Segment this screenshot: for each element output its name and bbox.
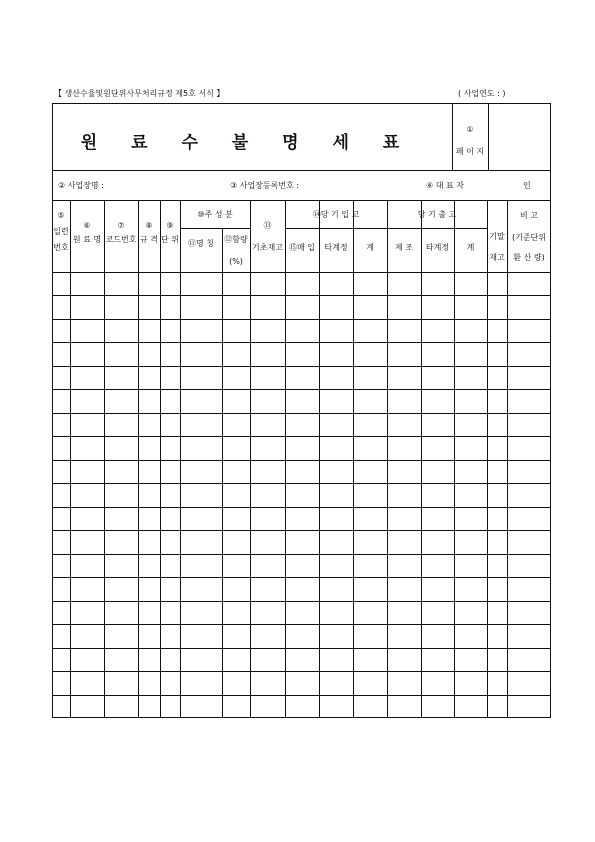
table-row-divider <box>52 319 551 320</box>
spec-num: ⑧ <box>145 221 153 230</box>
material-name-num: ⑥ <box>83 221 91 230</box>
divider <box>52 170 551 171</box>
business-year: ( 사업연도 : ) <box>458 89 506 98</box>
seal-label: 인 <box>523 181 531 190</box>
main-ingredient-header: ⑩주 성 분 <box>197 210 233 219</box>
header-divider <box>52 272 551 273</box>
form-reference: 【 생산수율및원단위사무처리규정 제5호 서식 】 <box>54 89 225 98</box>
spec-header: 규 격 <box>140 235 158 244</box>
column-divider <box>285 200 286 718</box>
remarks-note-line2: 환 산 량) <box>513 253 545 262</box>
code-number-header: 코드번호 <box>105 235 137 244</box>
incoming-transfer-header: 타계정 <box>324 243 348 252</box>
content-header: ⑫함량 <box>224 235 248 244</box>
column-divider <box>507 200 508 718</box>
table-row-divider <box>52 695 551 696</box>
subheader-divider <box>180 228 250 229</box>
table-row-divider <box>52 342 551 343</box>
table-row-divider <box>52 413 551 414</box>
form-table <box>52 103 551 718</box>
unit-header: 단 위 <box>161 235 179 244</box>
column-divider <box>387 200 388 718</box>
column-divider <box>250 200 251 718</box>
table-row-divider <box>52 507 551 508</box>
column-divider <box>353 200 354 718</box>
unit-num: ⑨ <box>166 221 174 230</box>
table-row-divider <box>52 554 551 555</box>
code-number-num: ⑦ <box>117 221 125 230</box>
remarks-header: 비 고 <box>520 211 538 220</box>
form-title: 원 료 수 불 명 세 표 <box>80 133 414 153</box>
closing-stock-line1: 기말 <box>489 232 505 241</box>
table-row-divider <box>52 436 551 437</box>
column-divider <box>138 200 139 718</box>
column-divider <box>70 200 71 718</box>
table-row-divider <box>52 295 551 296</box>
outgoing-transfer-header: 타계정 <box>425 243 450 252</box>
serial-number-num: ⑤ <box>57 211 65 220</box>
divider <box>52 200 551 201</box>
table-row-divider <box>52 624 551 625</box>
column-divider <box>180 200 181 718</box>
serial-number-line2: 번호 <box>53 243 69 252</box>
page-box-label: 페 이 지 <box>455 147 485 156</box>
incoming-total-header: 계 <box>366 243 374 252</box>
opening-stock-num: ⑬ <box>263 221 272 230</box>
table-row-divider <box>52 671 551 672</box>
remarks-note-line1: (기준단위 <box>511 233 547 242</box>
column-divider <box>421 200 422 718</box>
column-divider <box>454 200 455 718</box>
outgoing-header: 당 기 출 고 <box>417 210 457 219</box>
opening-stock-header: 기초재고 <box>252 243 283 252</box>
closing-stock-line2: 재고 <box>489 253 505 262</box>
table-row-divider <box>52 366 551 367</box>
ingredient-name-header: ⑪명 칭 <box>188 239 214 248</box>
table-row-divider <box>52 530 551 531</box>
representative-label: ④ 대 표 자 <box>426 181 464 190</box>
serial-number-line1: 일련 <box>53 227 69 236</box>
table-row-divider <box>52 460 551 461</box>
table-row-divider <box>52 389 551 390</box>
registration-number-label: ③ 사업장등록번호 : <box>230 181 300 190</box>
column-divider <box>487 200 488 718</box>
table-row-divider <box>52 601 551 602</box>
table-row-divider <box>52 577 551 578</box>
page-box-divider <box>488 103 489 170</box>
page-box-number: ① <box>466 125 474 134</box>
page-box-divider <box>452 103 453 170</box>
column-divider <box>104 200 105 718</box>
subheader-divider <box>285 228 487 229</box>
column-divider <box>160 200 161 718</box>
table-row-divider <box>52 648 551 649</box>
content-unit: (%) <box>229 257 243 266</box>
purchase-header: ⑮매 입 <box>289 243 315 252</box>
incoming-header: ⑭당 기 입 고 <box>312 210 360 219</box>
column-divider <box>222 228 223 718</box>
table-row-divider <box>52 483 551 484</box>
material-name-header: 원 료 명 <box>72 235 102 244</box>
outgoing-total-header: 계 <box>466 243 475 252</box>
company-name-label: ② 사업장명 : <box>58 181 104 190</box>
manufacture-header: 제 조 <box>395 243 413 252</box>
column-divider <box>319 200 320 718</box>
